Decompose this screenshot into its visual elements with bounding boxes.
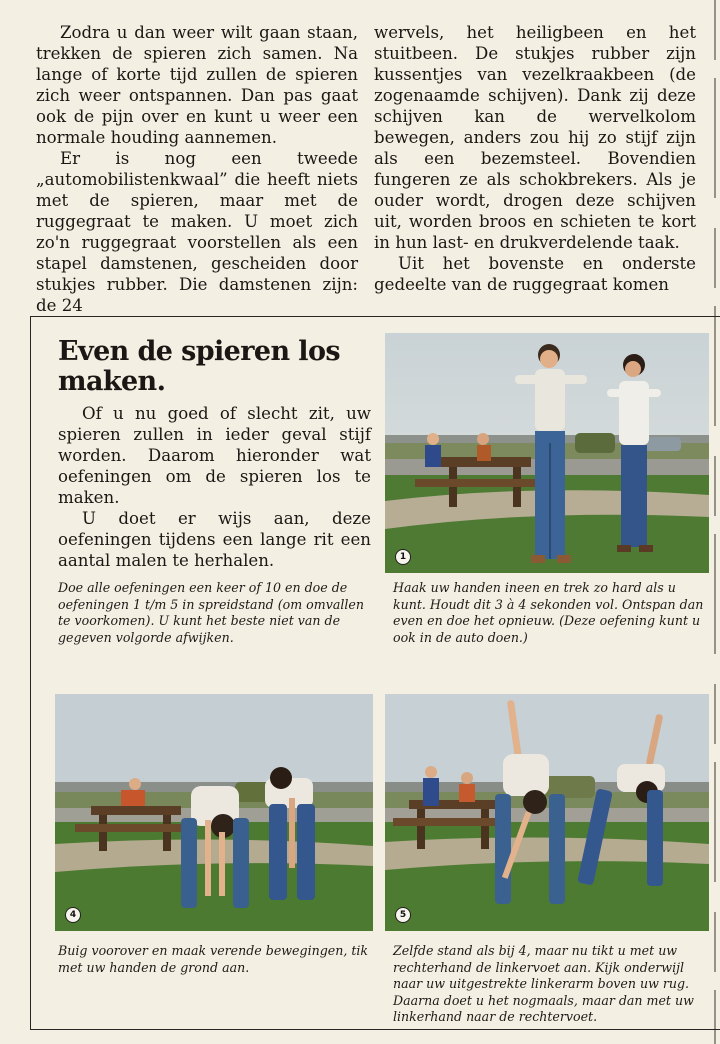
article-left-column [36, 22, 358, 316]
exercise-number-badge: 5 [395, 907, 411, 923]
exercise-photo-4 [55, 694, 373, 931]
exercise-photo-5 [385, 694, 709, 931]
article-paragraph: Uit het bovenste en onderste gedeelte van de ruggegraat komen [374, 254, 696, 294]
exercise-photo-1 [385, 333, 709, 573]
box-paragraph: U doet er wijs aan, deze oefeningen tijdens een lange rit een aantal malen te herhalen. [58, 509, 371, 570]
article-right-column [374, 22, 696, 295]
article-paragraph: wervels, het heiligbeen en het stuitbeen. De stukjes rubber zijn kussentjes van vezelkraakbeen (de zogenaamde schijven). Dank zij deze schijven kan de wervelkolom bewegen, anders zou hij zo stijf zijn als een bezemsteel. Bovendien fungeren ze als schokbrekers. Als je ouder wordt, drogen deze schijven uit, worden broos en schieten te kort in hun last- en drukverdelende taak. [374, 23, 696, 252]
photo-illustration [385, 333, 709, 573]
exercise-number-badge: 1 [395, 549, 411, 565]
box-body [58, 403, 371, 571]
exercise-number-badge: 4 [65, 907, 81, 923]
intro-caption: Doe alle oefeningen een keer of 10 en doe de oefeningen 1 t/m 5 in spreidstand (om omvallen te voorkomen). U kunt het beste niet van de gegeven volgorde afwijken. [58, 580, 364, 645]
box-title: Even de spieren los maken. [58, 336, 340, 397]
exercise-caption-5: Zelfde stand als bij 4, maar nu tikt u met uw rechterhand de linkervoet aan. Kijk onderwijl naar uw uitgestrekte linkerarm boven uw rug. Daarna doet u het nogmaals, maar dan met uw linkerhand naar de rechtervoet. [393, 943, 694, 1024]
article-paragraph: Zodra u dan weer wilt gaan staan, trekken de spieren zich samen. Na lange of korte tijd zullen de spieren zich weer ontspannen. Dan pas gaat ook de pijn over en kunt u weer een normale houding aannemen. [36, 23, 358, 147]
exercise-caption-1: Haak uw handen ineen en trek zo hard als u kunt. Houdt dit 3 à 4 sekonden vol. Ontspan dan even en doe het opnieuw. (Deze oefening kunt u ook in de auto doen.) [393, 580, 704, 645]
photo-illustration [385, 694, 709, 931]
box-paragraph: Of u nu goed of slecht zit, uw spieren zullen in ieder geval stijf worden. Daarom hieronder wat oefeningen om de spieren los te maken. [58, 404, 371, 507]
photo-illustration [55, 694, 373, 931]
exercise-caption-4: Buig voorover en maak verende bewegingen, tik met uw handen de grond aan. [58, 943, 369, 975]
article-paragraph: Er is nog een tweede „automobilistenkwaal” die heeft niets met de spieren, maar met de ruggegraat te maken. U moet zich zo'n ruggegraat voorstellen als een stapel damstenen, gescheiden door stukjes rubber. Die damstenen zijn: de 24 [36, 149, 358, 315]
